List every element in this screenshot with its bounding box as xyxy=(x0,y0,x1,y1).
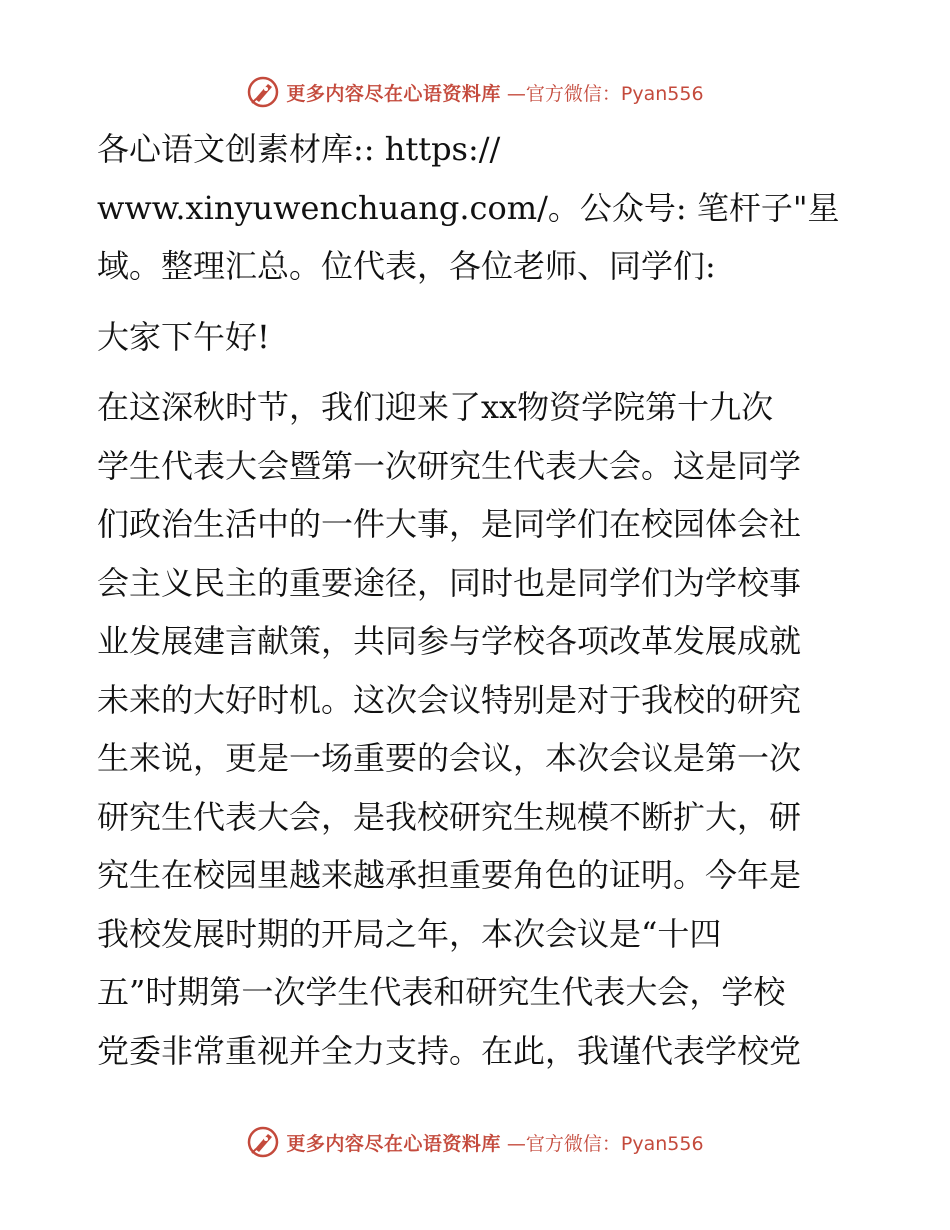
watermark-promo-text: 更多内容尽在心语资料库 xyxy=(286,82,501,105)
paragraph xyxy=(97,378,857,1080)
text-line: 未来的大好时机。这次会议特别是对于我校的研究 xyxy=(97,680,802,719)
text-line: 会主义民主的重要途径，同时也是同学们为学校事 xyxy=(97,563,802,602)
watermark-banner-top xyxy=(0,72,950,112)
watermark-official-text: —官方微信：Pyan556 xyxy=(506,82,704,105)
pen-nib-logo-icon xyxy=(246,75,280,109)
text-line: 生来说，更是一场重要的会议，本次会议是第一次 xyxy=(97,739,802,777)
text-line: 在这深秋时节，我们迎来了xx物资学院第十九次 xyxy=(97,388,774,426)
pen-nib-logo-icon xyxy=(246,1125,280,1159)
text-line: 域。整理汇总。位代表，各位老师、同学们: xyxy=(97,247,716,285)
text-line: 五”时期第一次学生代表和研究生代表大会，学校 xyxy=(97,973,786,1011)
watermark-banner-bottom xyxy=(0,1122,950,1162)
text-line: 党委非常重视并全力支持。在此，我谨代表学校党 xyxy=(97,1031,802,1070)
text-line: 各心语文创素材库:: https:// xyxy=(97,130,501,168)
document-body xyxy=(97,120,857,1080)
text-line: 大家下午好! xyxy=(97,317,270,356)
text-line: 学生代表大会暨第一次研究生代表大会。这是同学 xyxy=(97,446,802,485)
watermark-promo-text: 更多内容尽在心语资料库 xyxy=(286,1132,501,1155)
text-line: www.xinyuwenchuang.com/。公众号: 笔杆子"星 xyxy=(97,188,840,227)
watermark-official-text: —官方微信：Pyan556 xyxy=(506,1132,704,1155)
text-line: 究生在校园里越来越承担重要角色的证明。今年是 xyxy=(97,856,802,894)
text-line: 我校发展时期的开局之年，本次会议是“十四 xyxy=(97,914,722,953)
text-line: 业发展建言献策，共同参与学校各项改革发展成就 xyxy=(97,622,802,660)
paragraph xyxy=(97,120,857,296)
text-line: 研究生代表大会，是我校研究生规模不断扩大，研 xyxy=(97,797,802,836)
paragraph xyxy=(97,308,857,367)
text-line: 们政治生活中的一件大事，是同学们在校园体会社 xyxy=(97,505,802,543)
